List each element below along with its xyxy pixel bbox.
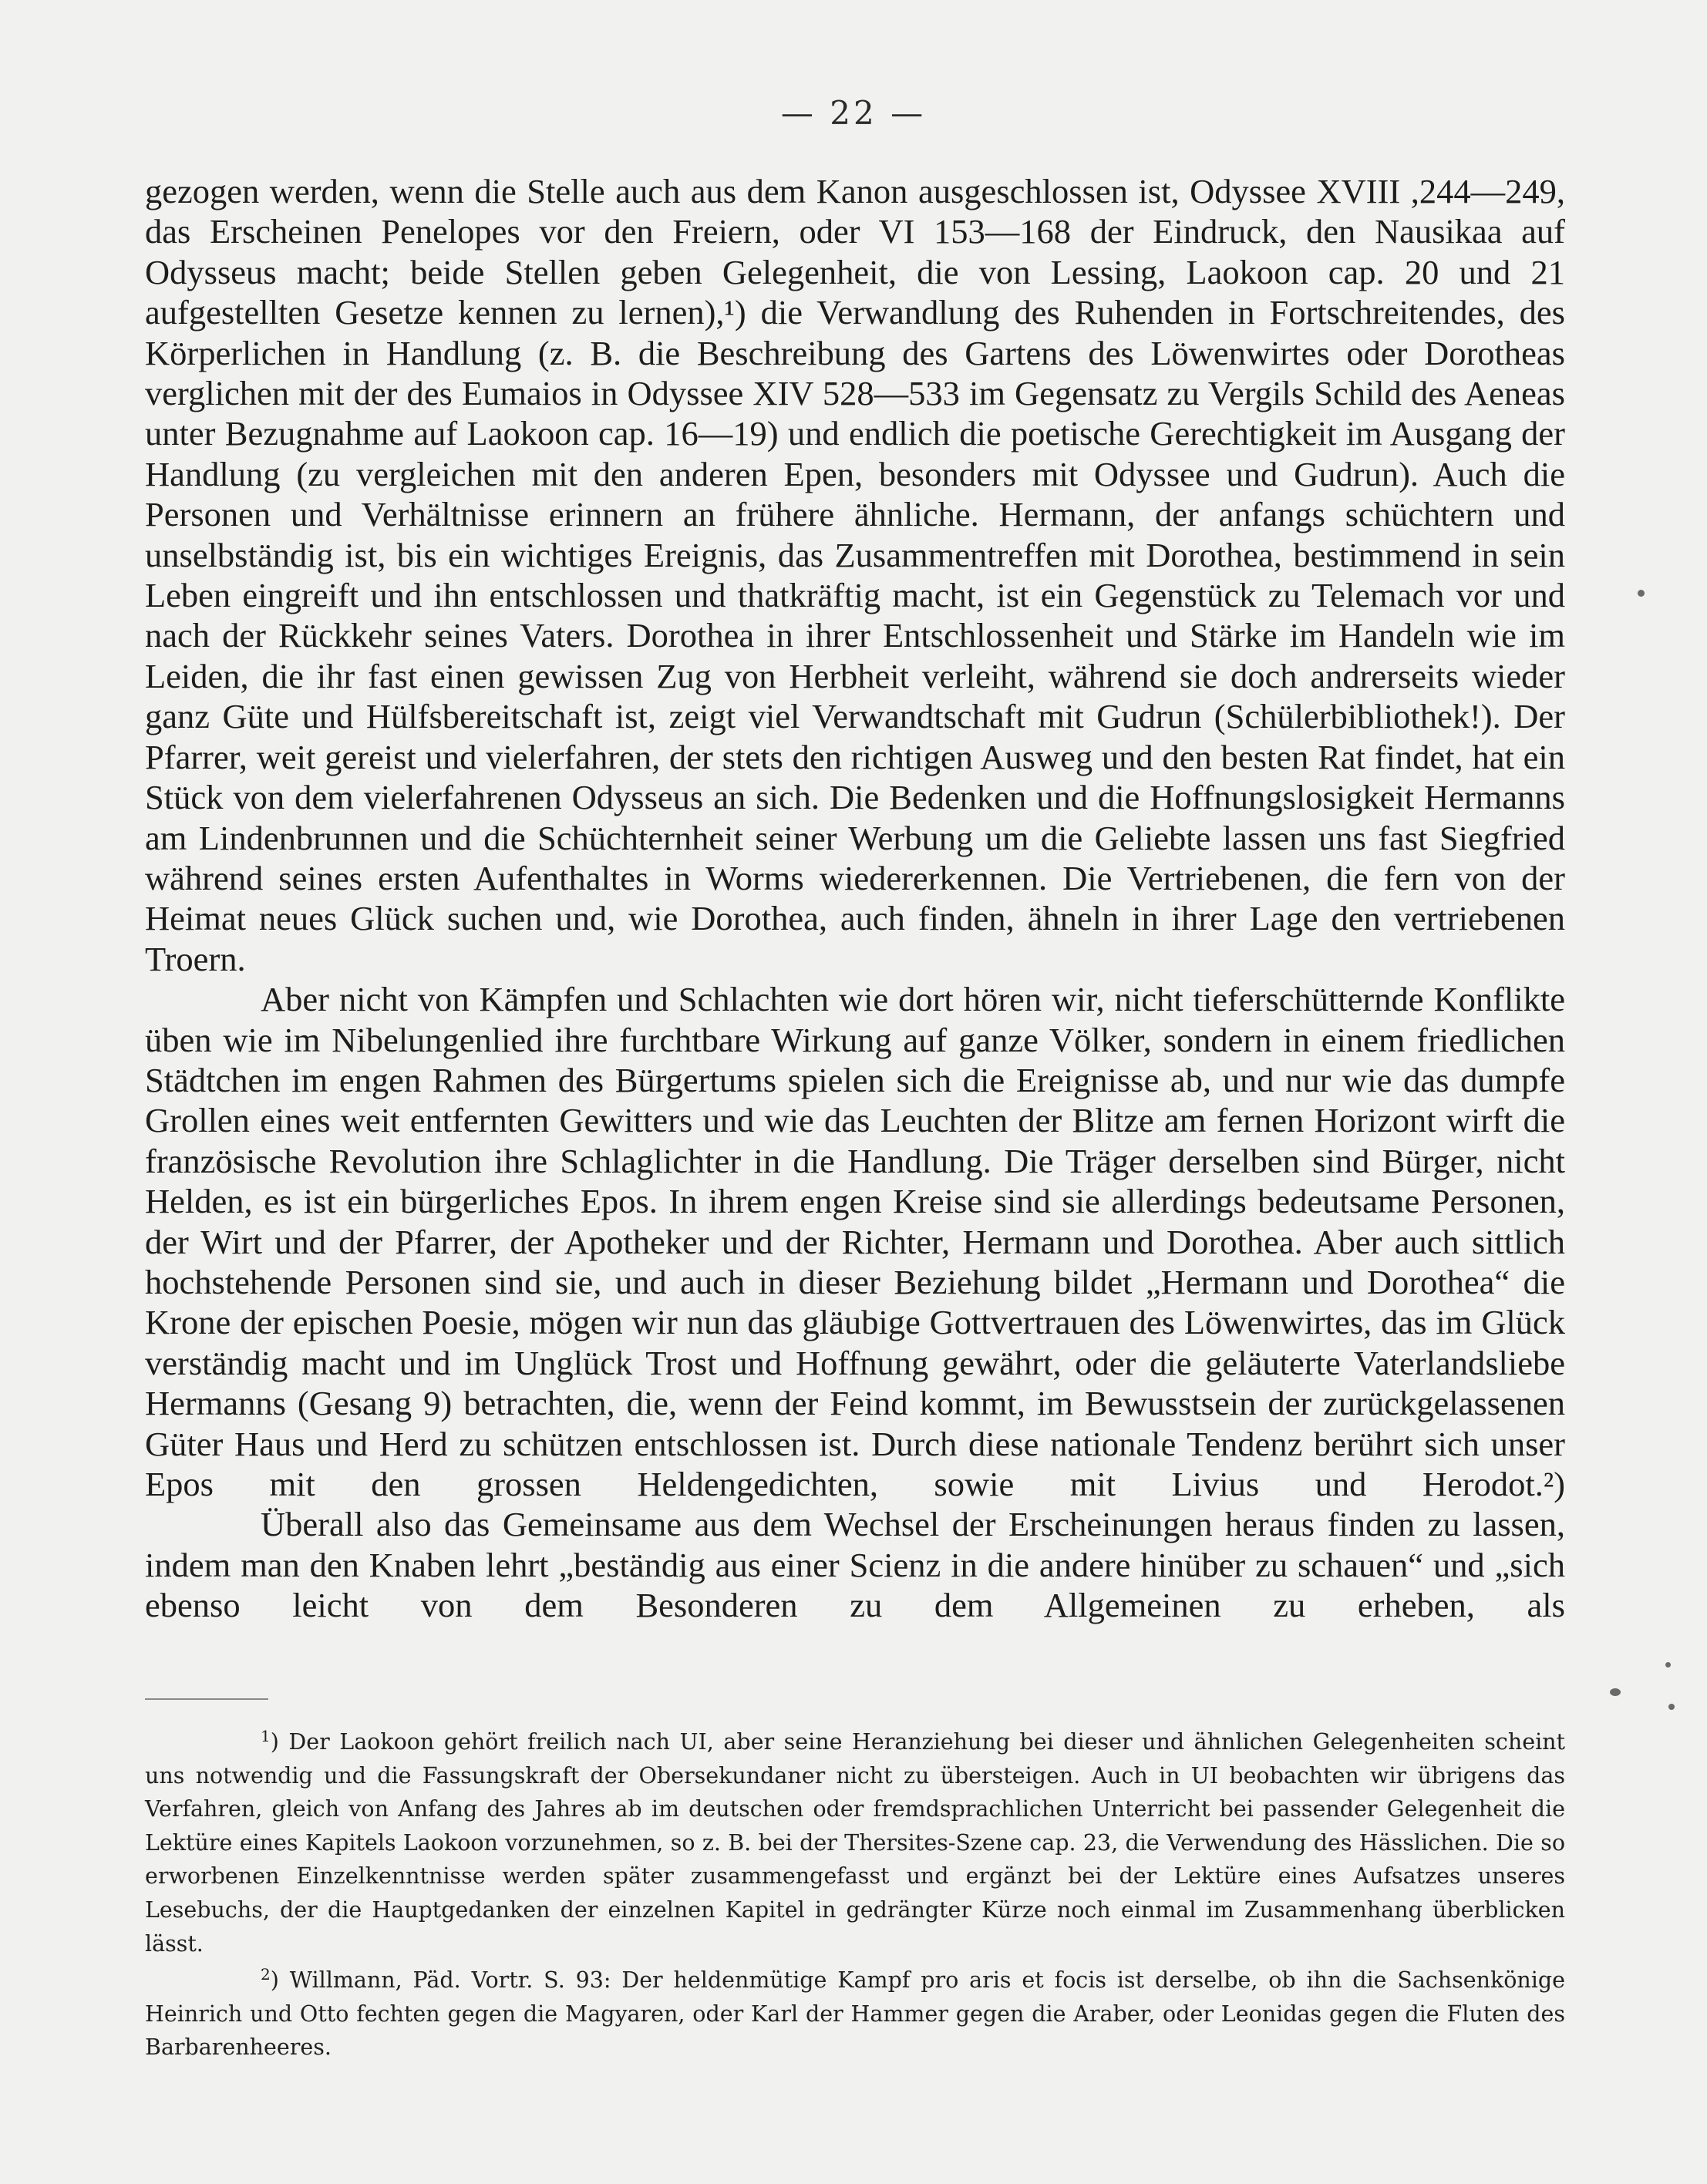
paragraph-3: Überall also das Gemeinsame aus dem Wechsel der Erscheinungen heraus finden zu lassen, indem man den Knaben lehrt „beständig aus einer Scienz in die andere hinüber zu schauen“ und „sich ebenso leicht von dem Besonderen zu dem Allgemeinen zu erheben, als — [145, 1505, 1565, 1625]
print-speck — [1610, 1688, 1621, 1696]
footnote-1-text: Der Laokoon gehört freilich nach UI, aber seine Heranziehung bei dieser und ähnlichen Gelegenheiten scheint uns notwendig und die Fassungskraft der Obersekundaner nicht zu übersteigen. Auch in UI beobachten wir übrigens das Verfahren, gleich von Anfang des Jahres ab im deutschen oder fremdsprachlichen Unterricht bei passender Gelegenheit die Lektüre eines Kapitels Laokoon vorzunehmen, so z. B. bei der Thersites-Szene cap. 23, die Verwendung des Hässlichen. Die so erworbenen Einzelkenntnisse werden später zusammengefasst und ergänzt bei der Lektüre eines Aufsatzes unseres Lesebuchs, der die Hauptgedanken der einzelnen Kapitel in gedrängter Kürze noch einmal im Zusammenhang überblicken lässt. — [145, 1729, 1565, 1957]
footnote-2-text: Willmann, Päd. Vortr. S. 93: Der heldenmütige Kampf pro aris et focis ist derselbe, ob ihn die Sachsenkönige Heinrich und Otto fechten gegen die Magyaren, oder Karl der Hammer gegen die Araber, oder Leonidas gegen die Fluten des Barbarenheeres. — [145, 1967, 1565, 2061]
print-speck — [1638, 590, 1645, 597]
print-speck — [1665, 1662, 1671, 1667]
footnote-2: $^2$) Willmann, Päd. Vortr. S. 93: Der heldenmütige Kampf pro aris et focis ist derselbe, ob ihn die Sachsenkönige Heinrich und Otto fechten gegen die Magyaren, oder Karl der Hammer gegen die Araber, oder Leonidas gegen die Fluten des Barbarenheeres. — [145, 1965, 1565, 2061]
footnote-1-marker: 1 — [261, 1727, 271, 1745]
paragraph-2: Aber nicht von Kämpfen und Schlachten wie dort hören wir, nicht tieferschütternde Konflikte üben wie im Nibelungenlied ihre furchtbare Wirkung auf ganze Völker, sondern in einem friedlichen Städtchen im engen Rahmen des Bürgertums spielen sich die Ereignisse ab, und nur wie das dumpfe Grollen eines weit entfernten Gewitters und wie das Leuchten der Blitze am fernen Horizont wirft die französische Revolution ihre Schlaglichter in die Handlung. Die Träger derselben sind Bürger, nicht Helden, es ist ein bürgerliches Epos. In ihrem engen Kreise sind sie allerdings bedeutsame Personen, der Wirt und der Pfarrer, der Apotheker und der Richter, Hermann und Dorothea. Aber auch sittlich hochstehende Personen sind sie, und auch in dieser Beziehung bildet „Hermann und Dorothea“ die Krone der epischen Poesie, mögen wir nun das gläubige Gottvertrauen des Löwenwirtes, das im Glück verständig macht und im Unglück Trost und Hoffnung gewährt, oder die geläuterte Vaterlandsliebe Hermanns (Gesang 9) betrachten, die, wenn der Feind kommt, im Bewusstsein der zurückgelassenen Güter Haus und Herd zu schützen entschlossen ist. Durch diese nationale Tendenz berührt sich unser Epos mit den grossen Heldengedichten, sowie mit Livius und Herodot.²) — [145, 980, 1565, 1503]
body-text — [145, 171, 1565, 1626]
footnote-divider — [145, 1698, 268, 1700]
print-speck — [1668, 1704, 1675, 1710]
footnote-1: $^1$) Der Laokoon gehört freilich nach UI, aber seine Heranziehung bei dieser und ähnlichen Gelegenheiten scheint uns notwendig und die Fassungskraft der Obersekundaner nicht zu übersteigen. Auch in UI beobachten wir übrigens das Verfahren, gleich von Anfang des Jahres ab im deutschen oder fremdsprachlichen Unterricht bei passender Gelegenheit die Lektüre eines Kapitels Laokoon vorzunehmen, so z. B. bei der Thersites-Szene cap. 23, die Verwendung des Hässlichen. Die so erworbenen Einzelkenntnisse werden später zusammengefasst und ergänzt bei der Lektüre eines Aufsatzes unseres Lesebuchs, der die Hauptgedanken der einzelnen Kapitel in gedrängter Kürze noch einmal im Zusammenhang überblicken lässt. — [145, 1727, 1565, 1957]
paragraph-1: gezogen werden, wenn die Stelle auch aus dem Kanon ausgeschlossen ist, Odyssee XVIII ,244—249, das Erscheinen Penelopes vor den Freiern, oder VI 153—168 der Eindruck, den Nausikaa auf Odysseus macht; beide Stellen geben Gelegenheit, die von Lessing, Laokoon cap. 20 und 21 aufgestellten Gesetze kennen zu lernen),¹) die Verwandlung des Ruhenden in Fortschreitendes, des Körperlichen in Handlung (z. B. die Beschreibung des Gartens des Löwenwirtes oder Dorotheas verglichen mit der des Eumaios in Odyssee XIV 528—533 im Gegensatz zu Vergils Schild des Aeneas unter Bezugnahme auf Laokoon cap. 16—19) und endlich die poetische Gerechtigkeit im Ausgang der Handlung (zu vergleichen mit den anderen Epen, besonders mit Odyssee und Gudrun). Auch die Personen und Verhältnisse erinnern an frühere ähnliche. Hermann, der anfangs schüchtern und unselbständig ist, bis ein wichtiges Ereignis, das Zusammentreffen mit Dorothea, bestimmend in sein Leben eingreift und ihn entschlossen und thatkräftig macht, ist ein Gegenstück zu Telemach vor und nach der Rückkehr seines Vaters. Dorothea in ihrer Entschlossenheit und Stärke im Handeln wie im Leiden, die ihr fast einen gewissen Zug von Herbheit verleiht, während sie doch andrerseits wieder ganz Güte und Hülfsbereitschaft ist, zeigt viel Verwandtschaft mit Gudrun (Schülerbibliothek!). Der Pfarrer, weit gereist und vielerfahren, der stets den richtigen Ausweg und den besten Rat findet, hat ein Stück von dem vielerfahrenen Odysseus an sich. Die Bedenken und die Hoffnungslosigkeit Hermanns am Lindenbrunnen und die Schüchternheit seiner Werbung um die Geliebte lassen uns fast Siegfried während seines ersten Aufenthaltes in Worms wiedererkennen. Die Vertriebenen, die fern von der Heimat neues Glück suchen und, wie Dorothea, auch finden, ähneln in ihrer Lage den vertriebenen Troern. — [145, 172, 1565, 978]
page-number: — 22 — — [780, 94, 927, 132]
footnotes — [145, 1725, 1565, 2068]
footnote-2-marker: 2 — [261, 1965, 271, 1984]
